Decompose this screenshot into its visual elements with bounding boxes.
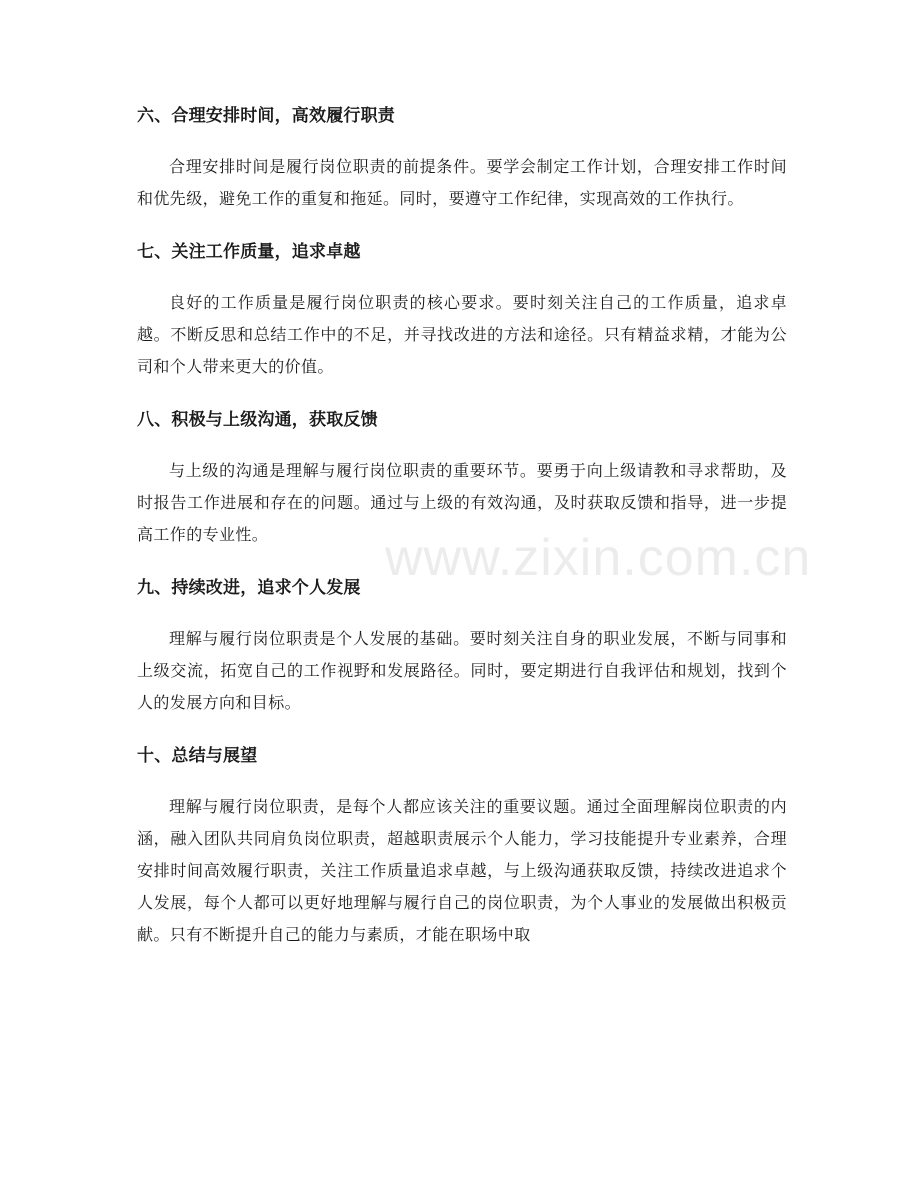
section-paragraph: 与上级的沟通是理解与履行岗位职责的重要环节。要勇于向上级请教和寻求帮助，及时报告工作进展和存在的问题。通过与上级的有效沟通，及时获取反馈和指导，进一步提高工作的专业性。 bbox=[137, 461, 787, 544]
section-8 bbox=[137, 407, 787, 551]
section-paragraph: 理解与履行岗位职责，是每个人都应该关注的重要议题。通过全面理解岗位职责的内涵，融入团队共同肩负岗位职责，超越职责展示个人能力，学习技能提升专业素养，合理安排时间高效履行职责，关注工作质量追求卓越，与上级沟通获取反馈，持续改进追求个人发展，每个人都可以更好地理解与履行自己的岗位职责，为个人事业的发展做出积极贡献。只有不断提升自己的能力与素质，才能在职场中取 bbox=[137, 797, 787, 944]
section-paragraph: 合理安排时间是履行岗位职责的前提条件。要学会制定工作计划，合理安排工作时间和优先级，避免工作的重复和拖延。同时，要遵守工作纪律，实现高效的工作执行。 bbox=[137, 157, 787, 208]
watermark: www.zixin.com.cn bbox=[385, 529, 812, 587]
section-paragraph: 理解与履行岗位职责是个人发展的基础。要时刻关注自身的职业发展，不断与同事和上级交流，拓宽自己的工作视野和发展路径。同时，要定期进行自我评估和规划，找到个人的发展方向和目标。 bbox=[137, 629, 787, 712]
section-7 bbox=[137, 239, 787, 383]
section-heading: 十、总结与展望 bbox=[137, 746, 258, 766]
section-9 bbox=[137, 575, 787, 719]
section-heading: 八、积极与上级沟通，获取反馈 bbox=[137, 410, 378, 430]
document-body bbox=[137, 103, 787, 975]
section-paragraph: 良好的工作质量是履行岗位职责的核心要求。要时刻关注自己的工作质量，追求卓越。不断反思和总结工作中的不足，并寻找改进的方法和途径。只有精益求精，才能为公司和个人带来更大的价值。 bbox=[137, 293, 787, 376]
section-heading: 七、关注工作质量，追求卓越 bbox=[137, 242, 361, 262]
section-10 bbox=[137, 743, 787, 951]
section-6 bbox=[137, 103, 787, 215]
section-heading: 九、持续改进，追求个人发展 bbox=[137, 578, 361, 598]
section-heading: 六、合理安排时间，高效履行职责 bbox=[137, 106, 395, 126]
